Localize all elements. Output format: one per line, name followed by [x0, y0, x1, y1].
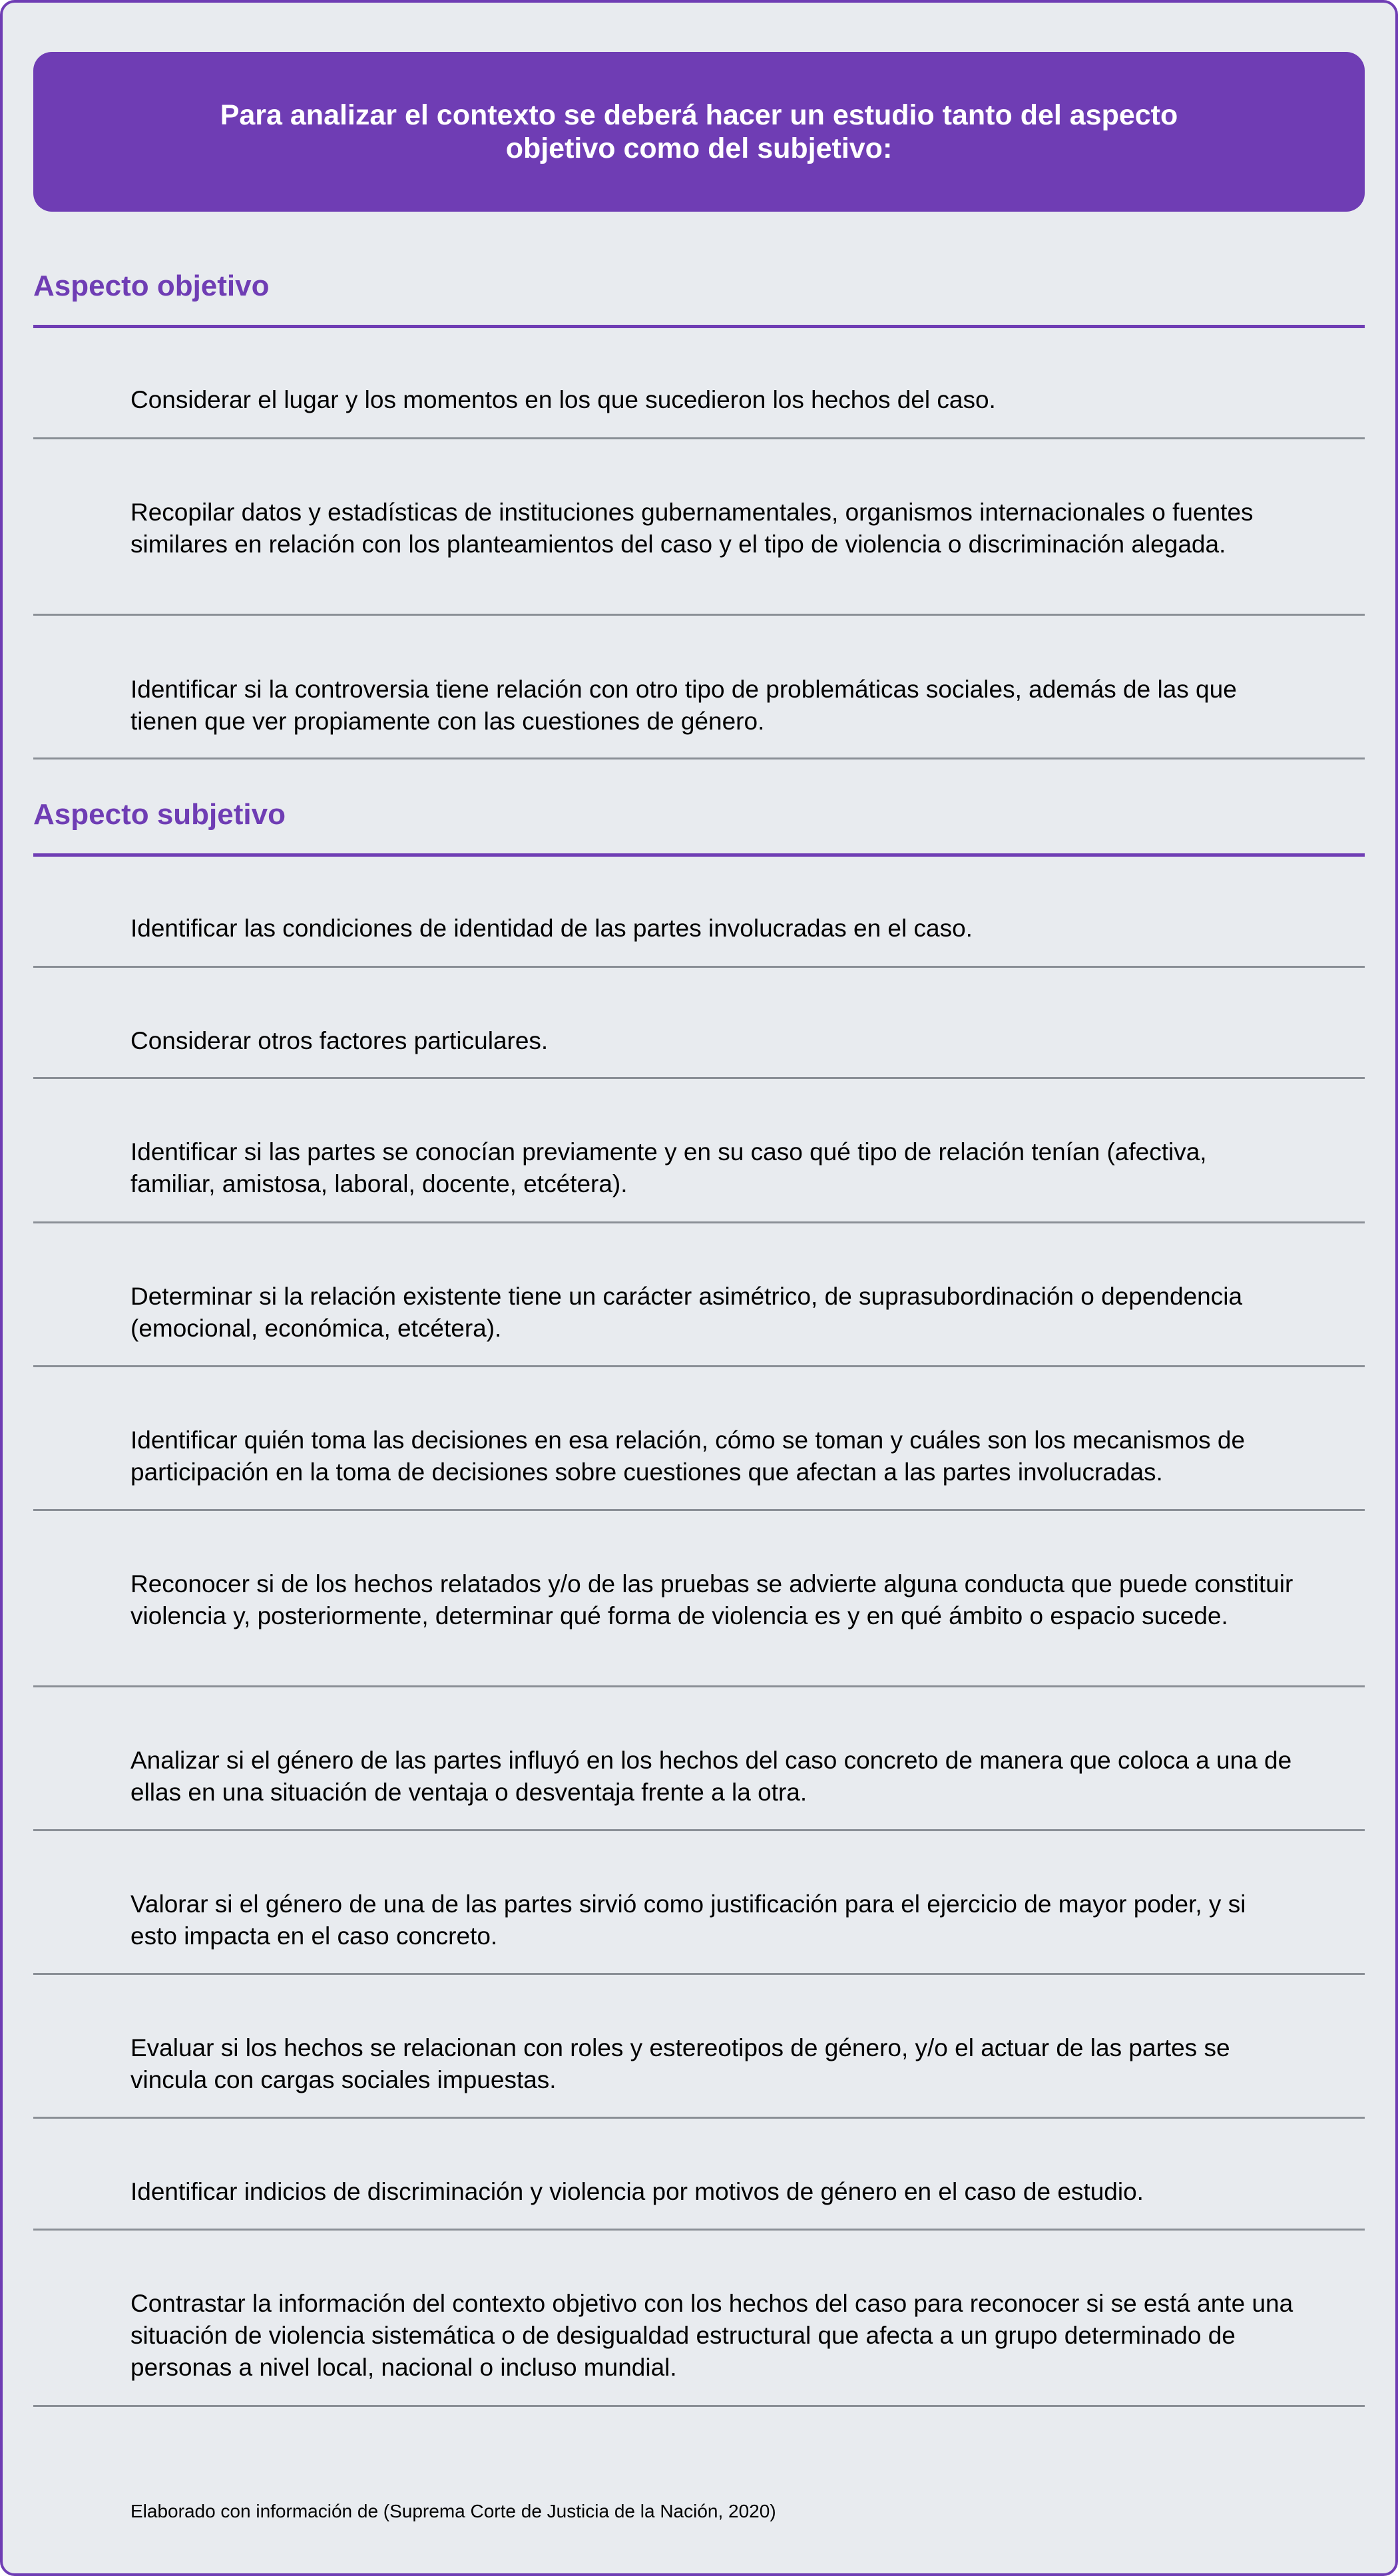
header-title: Para analizar el contexto se deberá hacer un estudio tanto del aspecto objetivo como del subjetivo:: [220, 99, 1178, 164]
list-item-text: Identificar quién toma las decisiones en esa relación, cómo se toman y cuáles son los mecanismos de participación en la toma de decisiones sobre cuestiones que afectan a las partes involucradas.: [130, 1426, 1246, 1486]
list-item-text: Considerar el lugar y los momentos en los que sucedieron los hechos del caso.: [130, 386, 996, 413]
list-item-text: Determinar si la relación existente tiene un carácter asimétrico, de suprasubordinación o dependencia (emocional, económica, etcétera).: [130, 1283, 1243, 1342]
header-banner: [33, 52, 1365, 212]
source-note: Elaborado con información de (Suprema Corte de Justicia de la Nación, 2020): [130, 2501, 776, 2521]
list-item-text: Considerar otros factores particulares.: [130, 1027, 549, 1054]
list-item-text: Reconocer si de los hechos relatados y/o de las pruebas se advierte alguna conducta que puede constituir violencia y, posteriormente, determinar qué forma de violencia es y en qué ámbito o espacio sucede.: [130, 1570, 1293, 1629]
list-item: [33, 328, 1365, 439]
list-item: [33, 2231, 1365, 2407]
list-item: [33, 857, 1365, 968]
section-heading-subjetivo: Aspecto subjetivo: [33, 798, 286, 831]
list-item-text: Evaluar si los hechos se relacionan con roles y estereotipos de género, y/o el actuar de las partes se vincula con cargas sociales impuestas.: [130, 2034, 1230, 2093]
list-item: [33, 1831, 1365, 1975]
section-heading-objetivo: Aspecto objetivo: [33, 270, 270, 302]
list-item: [33, 1687, 1365, 1831]
list-item: [33, 1975, 1365, 2119]
list-item-text: Identificar las condiciones de identidad de las partes involucradas en el caso.: [130, 915, 973, 942]
list-item: [33, 1367, 1365, 1511]
list-item: [33, 616, 1365, 759]
list-item-text: Identificar si la controversia tiene relación con otro tipo de problemáticas sociales, además de las que tienen que ver propiamente con las cuestiones de género.: [130, 676, 1237, 735]
list-item: [33, 2119, 1365, 2231]
list-item-text: Analizar si el género de las partes influyó en los hechos del caso concreto de manera que coloca a una de ellas en una situación de ventaja o desventaja frente a la otra.: [130, 1747, 1292, 1806]
list-item-text: Identificar indicios de discriminación y violencia por motivos de género en el caso de estudio.: [130, 2178, 1144, 2205]
list-item: [33, 1511, 1365, 1687]
list-item-text: Valorar si el género de una de las partes sirvió como justificación para el ejercicio de mayor poder, y si esto impacta en el caso concreto.: [130, 1890, 1246, 1950]
list-item: [33, 968, 1365, 1079]
list-item-text: Contrastar la información del contexto objetivo con los hechos del caso para reconocer si se está ante una situación de violencia sistemática o de desigualdad estructural que afecta a un grupo determinado de personas a nivel local, nacional o incluso mundial.: [130, 2290, 1293, 2381]
list-item-text: Recopilar datos y estadísticas de instituciones gubernamentales, organismos internacionales o fuentes similares en relación con los planteamientos del caso y el tipo de violencia o discriminación alegada.: [130, 499, 1254, 558]
list-item: [33, 1223, 1365, 1367]
list-item: [33, 1079, 1365, 1223]
list-item: [33, 439, 1365, 616]
list-item-text: Identificar si las partes se conocían previamente y en su caso qué tipo de relación tenían (afectiva, familiar, amistosa, laboral, docente, etcétera).: [130, 1138, 1207, 1197]
